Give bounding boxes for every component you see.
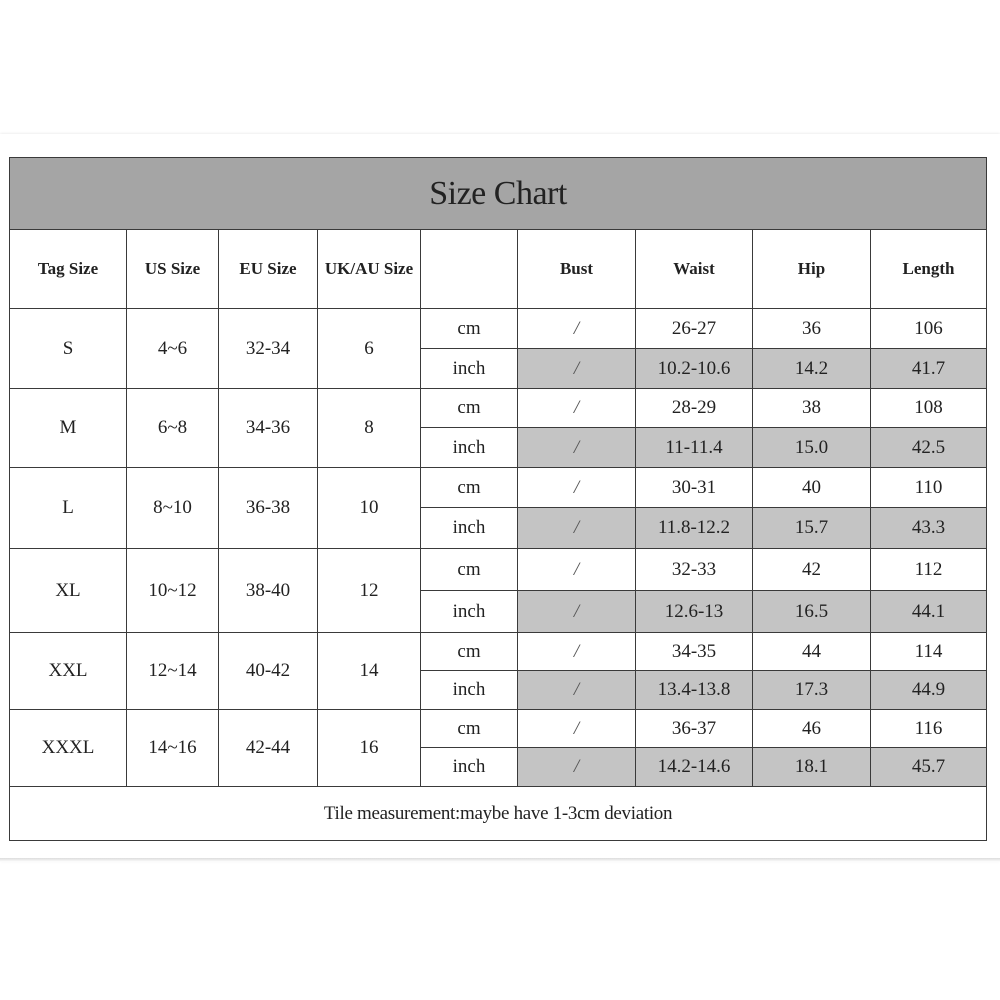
length-value: 45.7 xyxy=(871,748,987,787)
us-size-cell: 6~8 xyxy=(127,389,219,468)
waist-value: 11-11.4 xyxy=(636,428,753,468)
hip-value: 15.0 xyxy=(753,428,871,468)
bust-value: / xyxy=(518,671,636,710)
eu-size-cell: 36-38 xyxy=(219,468,318,549)
header-uk-au-size: UK/AU Size xyxy=(318,230,421,309)
waist-value: 36-37 xyxy=(636,710,753,748)
uk-au-size-cell: 12 xyxy=(318,549,421,633)
unit-cell: cm xyxy=(421,633,518,671)
bust-value: / xyxy=(518,389,636,428)
bust-value: / xyxy=(518,428,636,468)
hip-value: 14.2 xyxy=(753,349,871,389)
header-waist: Waist xyxy=(636,230,753,309)
length-value: 44.1 xyxy=(871,591,987,633)
waist-value: 10.2-10.6 xyxy=(636,349,753,389)
bust-value: / xyxy=(518,633,636,671)
chart-title: Size Chart xyxy=(10,158,987,230)
us-size-cell: 10~12 xyxy=(127,549,219,633)
length-value: 41.7 xyxy=(871,349,987,389)
length-value: 112 xyxy=(871,549,987,591)
size-rows xyxy=(10,309,987,787)
header-length: Length xyxy=(871,230,987,309)
header-bust: Bust xyxy=(518,230,636,309)
tag-size-cell: XXL xyxy=(10,633,127,710)
uk-au-size-cell: 16 xyxy=(318,710,421,787)
tag-size-cell: M xyxy=(10,389,127,468)
tag-size-cell: XXXL xyxy=(10,710,127,787)
uk-au-size-cell: 10 xyxy=(318,468,421,549)
header-row xyxy=(10,230,987,309)
header-tag-size: Tag Size xyxy=(10,230,127,309)
waist-value: 26-27 xyxy=(636,309,753,349)
length-value: 116 xyxy=(871,710,987,748)
header-us-size: US Size xyxy=(127,230,219,309)
eu-size-cell: 34-36 xyxy=(219,389,318,468)
size-chart-table xyxy=(9,157,987,841)
hip-value: 17.3 xyxy=(753,671,871,710)
waist-value: 30-31 xyxy=(636,468,753,508)
bust-value: / xyxy=(518,468,636,508)
uk-au-size-cell: 14 xyxy=(318,633,421,710)
hip-value: 16.5 xyxy=(753,591,871,633)
waist-value: 14.2-14.6 xyxy=(636,748,753,787)
bust-value: / xyxy=(518,710,636,748)
eu-size-cell: 40-42 xyxy=(219,633,318,710)
waist-value: 13.4-13.8 xyxy=(636,671,753,710)
header-unit xyxy=(421,230,518,309)
bust-value: / xyxy=(518,508,636,549)
uk-au-size-cell: 6 xyxy=(318,309,421,389)
uk-au-size-cell: 8 xyxy=(318,389,421,468)
hip-value: 36 xyxy=(753,309,871,349)
waist-value: 12.6-13 xyxy=(636,591,753,633)
us-size-cell: 12~14 xyxy=(127,633,219,710)
bust-value: / xyxy=(518,549,636,591)
tag-size-cell: L xyxy=(10,468,127,549)
bust-value: / xyxy=(518,349,636,389)
eu-size-cell: 42-44 xyxy=(219,710,318,787)
hip-value: 38 xyxy=(753,389,871,428)
length-value: 110 xyxy=(871,468,987,508)
eu-size-cell: 32-34 xyxy=(219,309,318,389)
us-size-cell: 4~6 xyxy=(127,309,219,389)
us-size-cell: 8~10 xyxy=(127,468,219,549)
unit-cell: inch xyxy=(421,508,518,549)
waist-value: 11.8-12.2 xyxy=(636,508,753,549)
unit-cell: inch xyxy=(421,671,518,710)
waist-value: 28-29 xyxy=(636,389,753,428)
hip-value: 40 xyxy=(753,468,871,508)
tag-size-cell: S xyxy=(10,309,127,389)
bust-value: / xyxy=(518,309,636,349)
length-value: 42.5 xyxy=(871,428,987,468)
us-size-cell: 14~16 xyxy=(127,710,219,787)
unit-cell: inch xyxy=(421,748,518,787)
table-row-cm xyxy=(10,710,987,748)
eu-size-cell: 38-40 xyxy=(219,549,318,633)
hip-value: 46 xyxy=(753,710,871,748)
table-row-cm xyxy=(10,389,987,428)
hip-value: 18.1 xyxy=(753,748,871,787)
length-value: 108 xyxy=(871,389,987,428)
unit-cell: inch xyxy=(421,349,518,389)
unit-cell: cm xyxy=(421,710,518,748)
unit-cell: cm xyxy=(421,468,518,508)
length-value: 43.3 xyxy=(871,508,987,549)
hip-value: 42 xyxy=(753,549,871,591)
hip-value: 44 xyxy=(753,633,871,671)
unit-cell: inch xyxy=(421,591,518,633)
length-value: 44.9 xyxy=(871,671,987,710)
table-row-cm xyxy=(10,309,987,349)
header-eu-size: EU Size xyxy=(219,230,318,309)
header-hip: Hip xyxy=(753,230,871,309)
waist-value: 34-35 xyxy=(636,633,753,671)
deviation-note: Tile measurement:maybe have 1-3cm deviation xyxy=(10,787,987,841)
table-row-cm xyxy=(10,468,987,508)
card-shadow xyxy=(0,858,1000,862)
unit-cell: cm xyxy=(421,309,518,349)
unit-cell: inch xyxy=(421,428,518,468)
table-row-cm xyxy=(10,549,987,591)
tag-size-cell: XL xyxy=(10,549,127,633)
bust-value: / xyxy=(518,748,636,787)
table-row-cm xyxy=(10,633,987,671)
length-value: 106 xyxy=(871,309,987,349)
bust-value: / xyxy=(518,591,636,633)
unit-cell: cm xyxy=(421,549,518,591)
hip-value: 15.7 xyxy=(753,508,871,549)
waist-value: 32-33 xyxy=(636,549,753,591)
unit-cell: cm xyxy=(421,389,518,428)
length-value: 114 xyxy=(871,633,987,671)
